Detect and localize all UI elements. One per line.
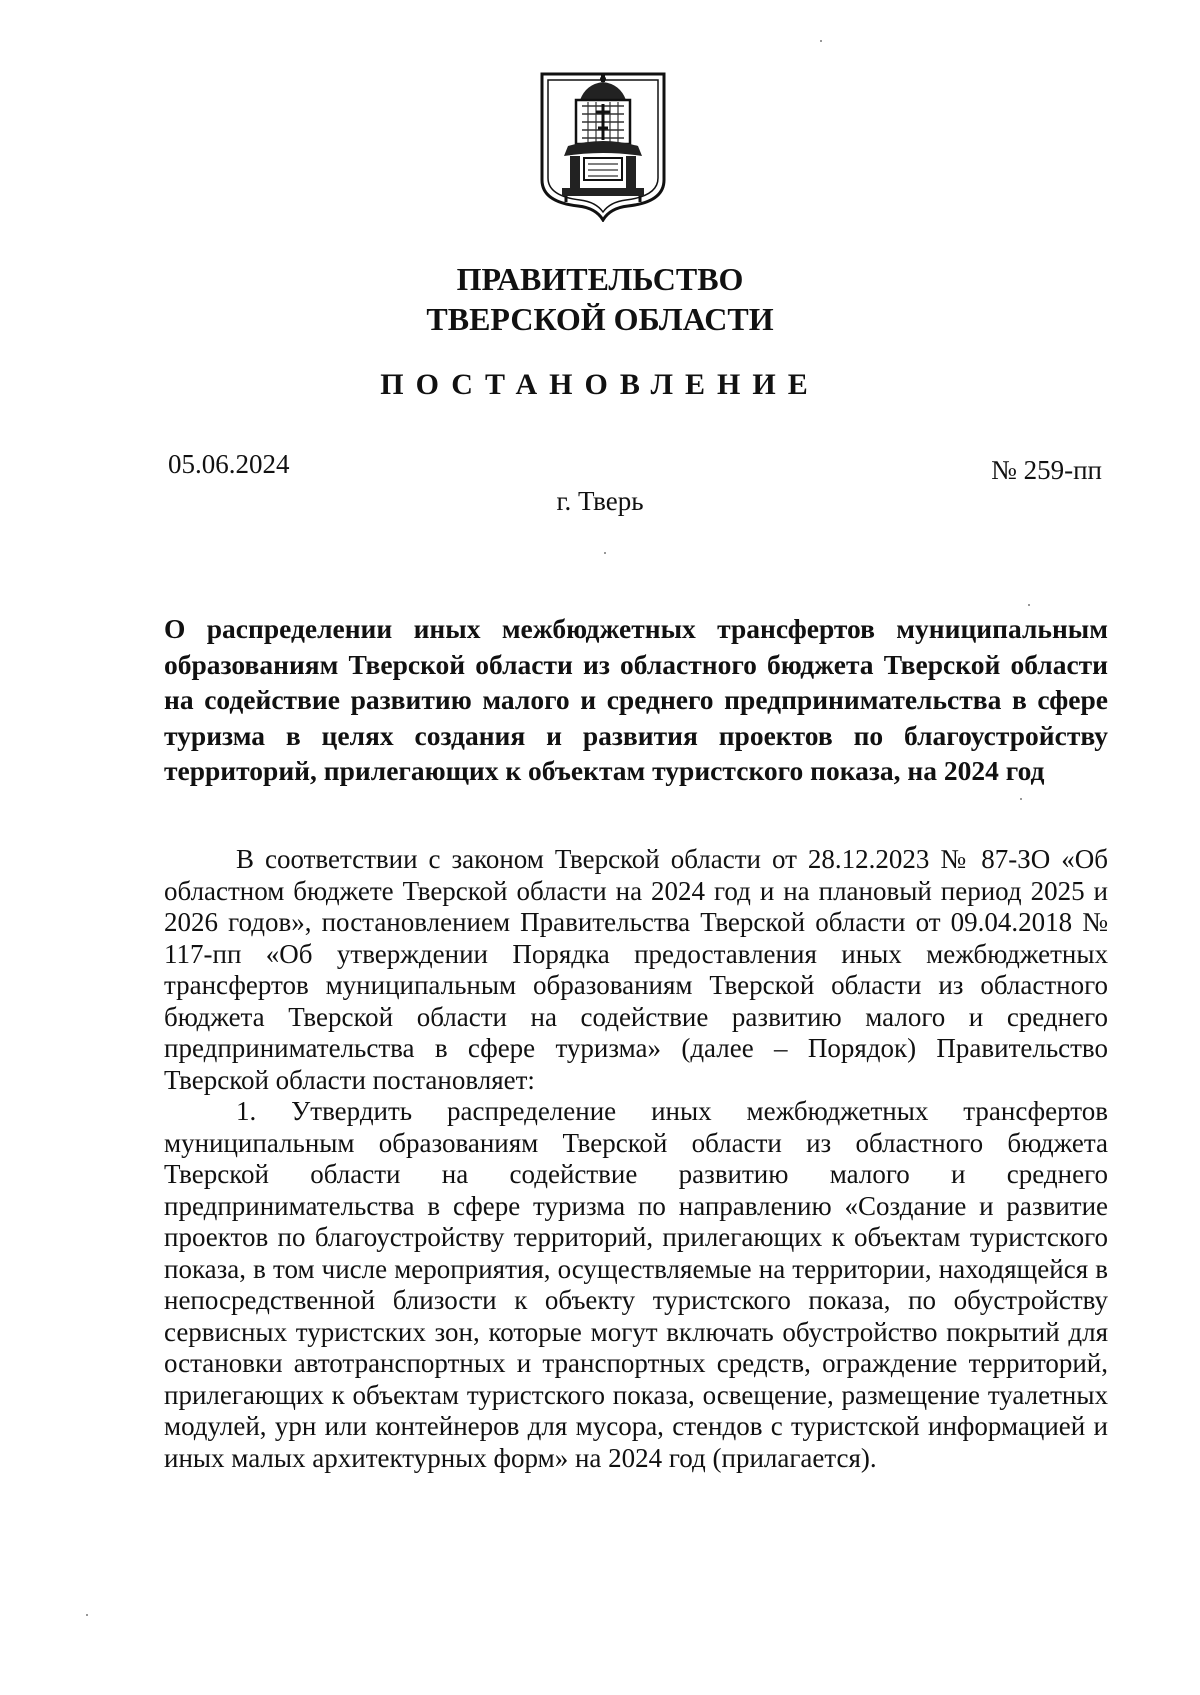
document-heading: О распределении иных межбюджетных трансфертов муниципальным образованиям Тверской области из областного бюджета Тверской области на содействие развитию малого и среднего предпринимательства в сфере туризма в целях создания и развития проектов по благоустройству территорий, прилегающих к объектам туристского показа, на 2024 год — [164, 613, 1108, 787]
scan-speck — [86, 1614, 88, 1616]
document-number: № 259-пп — [991, 455, 1102, 485]
document-date: 05.06.2024 — [168, 449, 290, 479]
scan-speck — [604, 552, 606, 554]
document-city: г. Тверь — [556, 486, 644, 516]
government-title — [0, 259, 1200, 339]
government-title-line2: ТВЕРСКОЙ ОБЛАСТИ — [426, 301, 774, 337]
body-item-1: 1. Утвердить распределение иных межбюджетных трансфертов муниципальным образованиям Тверской области из областного бюджета Тверской области на содействие развитию малого и среднего предпринимательства в сфере туризма по направлению «Создание и развитие проектов по благоустройству территорий, прилегающих к объектам туристского показа, в том числе мероприятия, осуществляемые на территории, находящейся в непосредственной близости к объекту туристского показа, по обустройству сервисных туристских зон, которые могут включать обустройство покрытий для остановки автотранспортных и транспортных средств, ограждение территорий, прилегающих к объектам туристского показа, освещение, размещение туалетных модулей, урн или контейнеров для мусора, стендов с туристской информацией и иных малых архитектурных форм» на 2024 год (прилагается). — [164, 1096, 1108, 1473]
scan-speck — [820, 40, 822, 42]
scan-speck — [1020, 798, 1022, 800]
government-title-line1: ПРАВИТЕЛЬСТВО — [456, 261, 744, 297]
coat-of-arms-icon — [538, 70, 668, 222]
body-paragraph: В соответствии с законом Тверской области от 28.12.2023 № 87-ЗО «Об областном бюджете Тверской области на 2024 год и на плановый период 2025 и 2026 годов», постановлением Правительства Тверской области от 09.04.2018 № 117-пп «Об утверждении Порядка предоставления иных межбюджетных трансфертов муниципальным образованиям Тверской области из областного бюджета Тверской области на содействие развитию малого и среднего предпринимательства в сфере туризма» (далее – Порядок) Правительство Тверской области постановляет: — [164, 844, 1108, 1095]
document-body — [164, 844, 1108, 1474]
scan-speck — [1028, 604, 1030, 606]
document-type: ПОСТАНОВЛЕНИЕ — [380, 368, 820, 401]
